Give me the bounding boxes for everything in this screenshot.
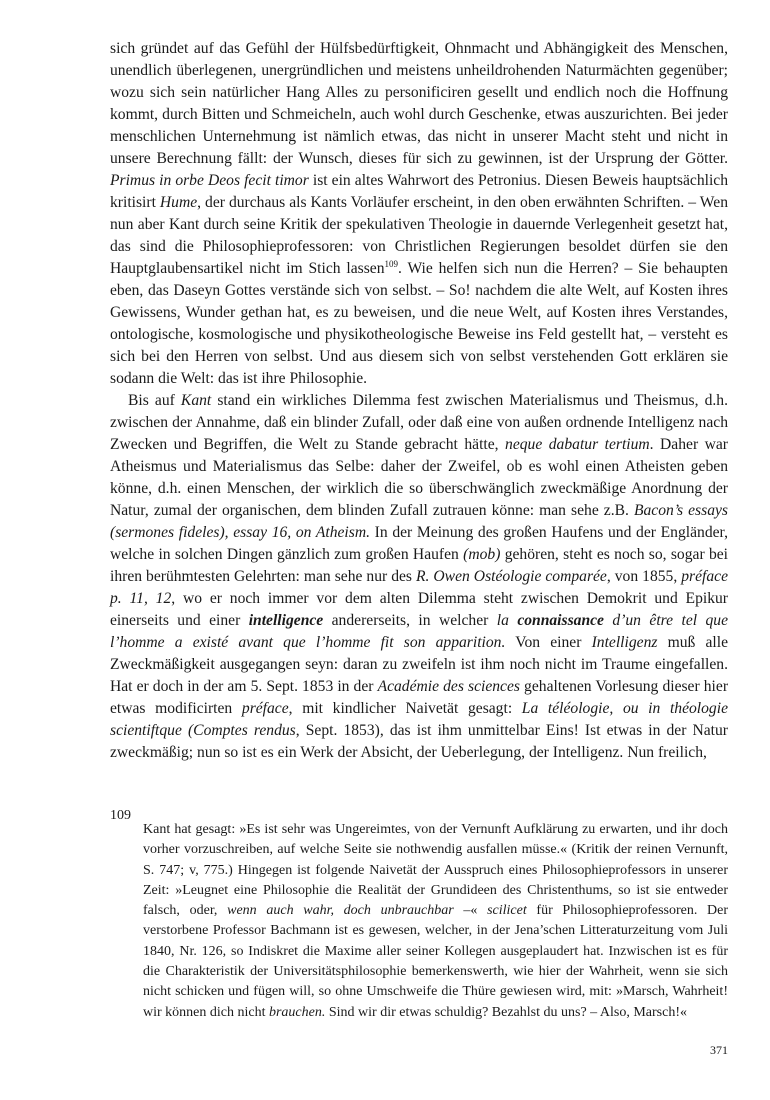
main-text xyxy=(110,38,728,764)
page-number: 371 xyxy=(710,1043,728,1057)
footnote-text: Kant hat gesagt: »Es ist sehr was Ungereimtes, von der Vernunft Aufklärung zu erwarten, und ihr doch vorher vorzuschreiben, auf welche Seite sie nothwendig ausfallen müsse.« (Kritik der reinen Vernunft, S. 747; v, 775.) Hingegen ist folgende Naivetät der Ausspruch eines Philosophieprofessors in unserer Zeit: »Leugnet eine Philosophie die Realität der Grundideen des Christenthums, so ist sie entweder falsch, oder, wenn auch wahr, doch unbrauchbar –« scilicet für Philosophieprofessoren. Der verstorbene Professor Bachmann ist es gewesen, welcher, in der Jena’schen Litteraturzeitung vom Juli 1840, Nr. 126, so Indiskret die Maxime aller seiner Kollegen ausgeplaudert hat. Inzwischen ist es für die Charakteristik der Universitätsphilosophie bemerkenswerth, wie hier der Wahrheit, wenn sie sich nicht schicken und fügen will, so ohne Umschweife die Thüre gewiesen wird, mit: »Marsch, Wahrheit! wir können dich nicht brauchen. Sind wir dir etwas schuldig? Bezahlst du uns? – Also, Marsch!« xyxy=(143,822,729,1020)
footnote-reference[interactable]: 109 xyxy=(384,259,398,269)
footnote xyxy=(110,806,728,1037)
paragraph: Bis auf Kant stand ein wirkliches Dilemma fest zwischen Materialismus und Theismus, d.h. zwischen der Annahme, daß ein blinder Zufall, oder daß eine von außen ordnende Intelligenz nach Zwecken und Begriffen, die Welt zu Stande gebracht hätte, neque dabatur tertium. Daher war Atheismus und Materialismus das Selbe: daher der Zweifel, ob es wohl einen Atheisten geben könne, d.h. einen Menschen, der wirklich die so überschwänglich zweckmäßige Anordnung der Natur, zumal der organischen, dem blinden Zufall zutrauen könne: man sehe z.B. Bacon’s essays (sermones fideles), essay 16, on Atheism. In der Meinung des großen Haufens und der Engländer, welche in solchen Dingen gänzlich zum großen Haufen (mob) gehören, steht es noch so, sogar bei ihren berühmtesten Gelehrten: man sehe nur des R. Owen Ostéologie comparée, von 1855, préface p. 11, 12, wo er noch immer vor dem alten Dilemma steht zwischen Demokrit und Epikur einerseits und einer intelligence andererseits, in welcher la connaissance d’un être tel que l’homme a existé avant que l’homme fit son apparition. Von einer Intelligenz muß alle Zweckmäßigkeit ausgegangen seyn: daran zu zweifeln ist ihm noch nicht im Traume eingefallen. Hat er doch in der am 5. Sept. 1853 in der Académie des sciences gehaltenen Vorlesung dieser hier etwas modificirten préface, mit kindlicher Naivetät gesagt: La téléologie, ou in théologie scientiftque (Comptes rendus, Sept. 1853), das ist ihm unmittelbar Eins! Ist etwas in der Natur zweckmäßig; nun so ist es ein Werk der Absicht, der Ueberlegung, der Intelligenz. Nun freilich, xyxy=(110,392,729,761)
footnote-number: 109 xyxy=(110,808,131,823)
paragraph: sich gründet auf das Gefühl der Hülfsbedürftigkeit, Ohnmacht und Abhängigkeit des Menschen, unendlich überlegenen, unergründlichen und meistens unheildrohenden Naturmächten gegenüber; wozu sich sein natürlicher Hang Alles zu personificiren gesellt und endlich noch die Hoffnung kommt, durch Bitten und Schmeicheln, auch wohl durch Geschenke, etwas auszurichten. Bei jeder menschlichen Unternehmung ist nämlich etwas, das nicht in unserer Macht steht und nicht in unsere Berechnung fällt: der Wunsch, dieses für sich zu gewinnen, ist der Ursprung der Götter. Primus in orbe Deos fecit timor ist ein altes Wahrwort des Petronius. Diesen Beweis hauptsächlich kritisirt Hume, der durchaus als Kants Vorläufer erscheint, in den oben erwähnten Schriften. – Wen nun aber Kant durch seine Kritik der spekulativen Theologie in dauernde Verlegenheit gesetzt hat, das sind die Philosophieprofessoren: von Christlichen Regierungen besoldet dürfen sie den Hauptglaubensartikel nicht im Stich lassen$^{109}$. Wie helfen sich nun die Herren? – Sie behaupten eben, das Daseyn Gottes verstände sich von selbst. – So! nachdem die alte Welt, auf Kosten ihres Gewissens, Wunder gethan hat, es zu beweisen, und die neue Welt, auf Kosten ihres Verstandes, ontologische, kosmologische und physikotheologische Beweise ins Feld gestellt hat, – versteht es sich bei den Herren von selbst. Und aus diesem sich von selbst verstehenden Gott erklären sie sodann die Welt: das ist ihre Philosophie. xyxy=(110,40,728,387)
page-text xyxy=(110,38,728,764)
